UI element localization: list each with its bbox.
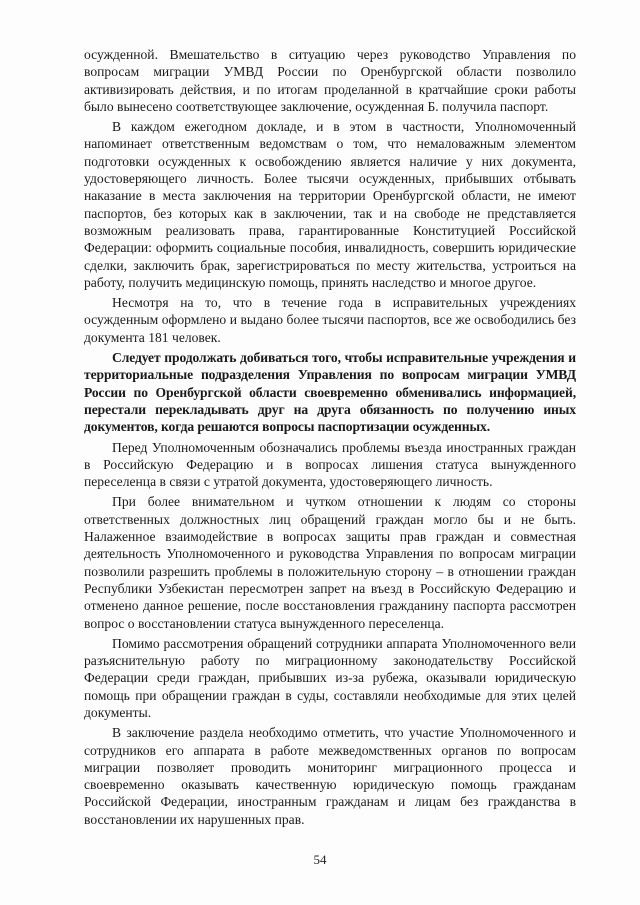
paragraph: Помимо рассмотрения обращений сотрудники аппарата Уполномоченного вели разъяснительную работу по миграционному законодательству Российской Федерации среди граждан, прибывших из-за рубежа, оказывали юридическую помощь при обращении граждан в суды, составляли необходимые для этих целей документы. bbox=[84, 635, 576, 720]
body-text bbox=[84, 46, 576, 831]
paragraph: В заключение раздела необходимо отметить, что участие Уполномоченного и сотрудников его аппарата в работе межведомственных органов по вопросам миграции позволяет проводить мониторинг миграционного процесса и своевременно оказывать качественную юридическую помощь гражданам Российской Федерации, иностранным гражданам и лицам без гражданства в восстановлении их нарушенных прав. bbox=[84, 725, 576, 827]
paragraph: В каждом ежегодном докладе, и в этом в частности, Уполномоченный напоминает ответственным ведомствам о том, что немаловажным элементом подготовки осужденных к освобождению является наличие у них документа, удостоверяющего личность. Более тысячи осужденных, прибывших отбывать наказание в места заключения на территории Оренбургской области, не имеют паспортов, без которых как в заключении, так и на свободе не представляется возможным реализовать права, гарантированные Конституцией Российской Федерации: оформить социальные пособия, инвалидность, совершить юридические сделки, заключить брак, зарегистрироваться по месту жительства, устроиться на работу, получить медицинскую помощь, принять наследство и многое другое. bbox=[84, 119, 576, 290]
paragraph: осужденной. Вмешательство в ситуацию через руководство Управления по вопросам миграции УМВД России по Оренбургской области позволило активизировать действия, и по итогам проделанной в кратчайшие сроки работы было вынесено соответствующее заключение, осужденная Б. получила паспорт. bbox=[84, 47, 576, 114]
paragraph: Перед Уполномоченным обозначались проблемы въезда иностранных граждан в Российскую Федерацию и в вопросах лишения статуса вынужденного переселенца в связи с утратой документа, удостоверяющего личность. bbox=[84, 439, 576, 490]
paragraph: Несмотря на то, что в течение года в исправительных учреждениях осужденным оформлено и выдано более тысячи паспортов, все же освободились без документа 181 человек. bbox=[84, 295, 576, 345]
page-number: 54 bbox=[313, 852, 327, 867]
bold-paragraph: Следует продолжать добиваться того, чтобы исправительные учреждения и территориальные подразделения Управления по вопросам миграции УМВД России по Оренбургской области своевременно обменивались информацией, перестали перекладывать друг на друга обязанность по получению иных документов, когда решаются вопросы паспортизации осужденных. bbox=[84, 350, 576, 435]
paragraph: При более внимательном и чутком отношении к людям со стороны ответственных должностных лиц обращений граждан могло бы и не быть. Налаженное взаимодействие в вопросах защиты прав граждан и совместная деятельность Уполномоченного и руководства Управления по вопросам миграции позволили разрешить проблемы в положительную сторону – в отношении граждан Республики Узбекистан пересмотрен запрет на въезд в Российскую Федерацию и отменено данное решение, после восстановления гражданину паспорта рассмотрен вопрос о восстановлении статуса вынужденного переселенца. bbox=[84, 494, 576, 631]
